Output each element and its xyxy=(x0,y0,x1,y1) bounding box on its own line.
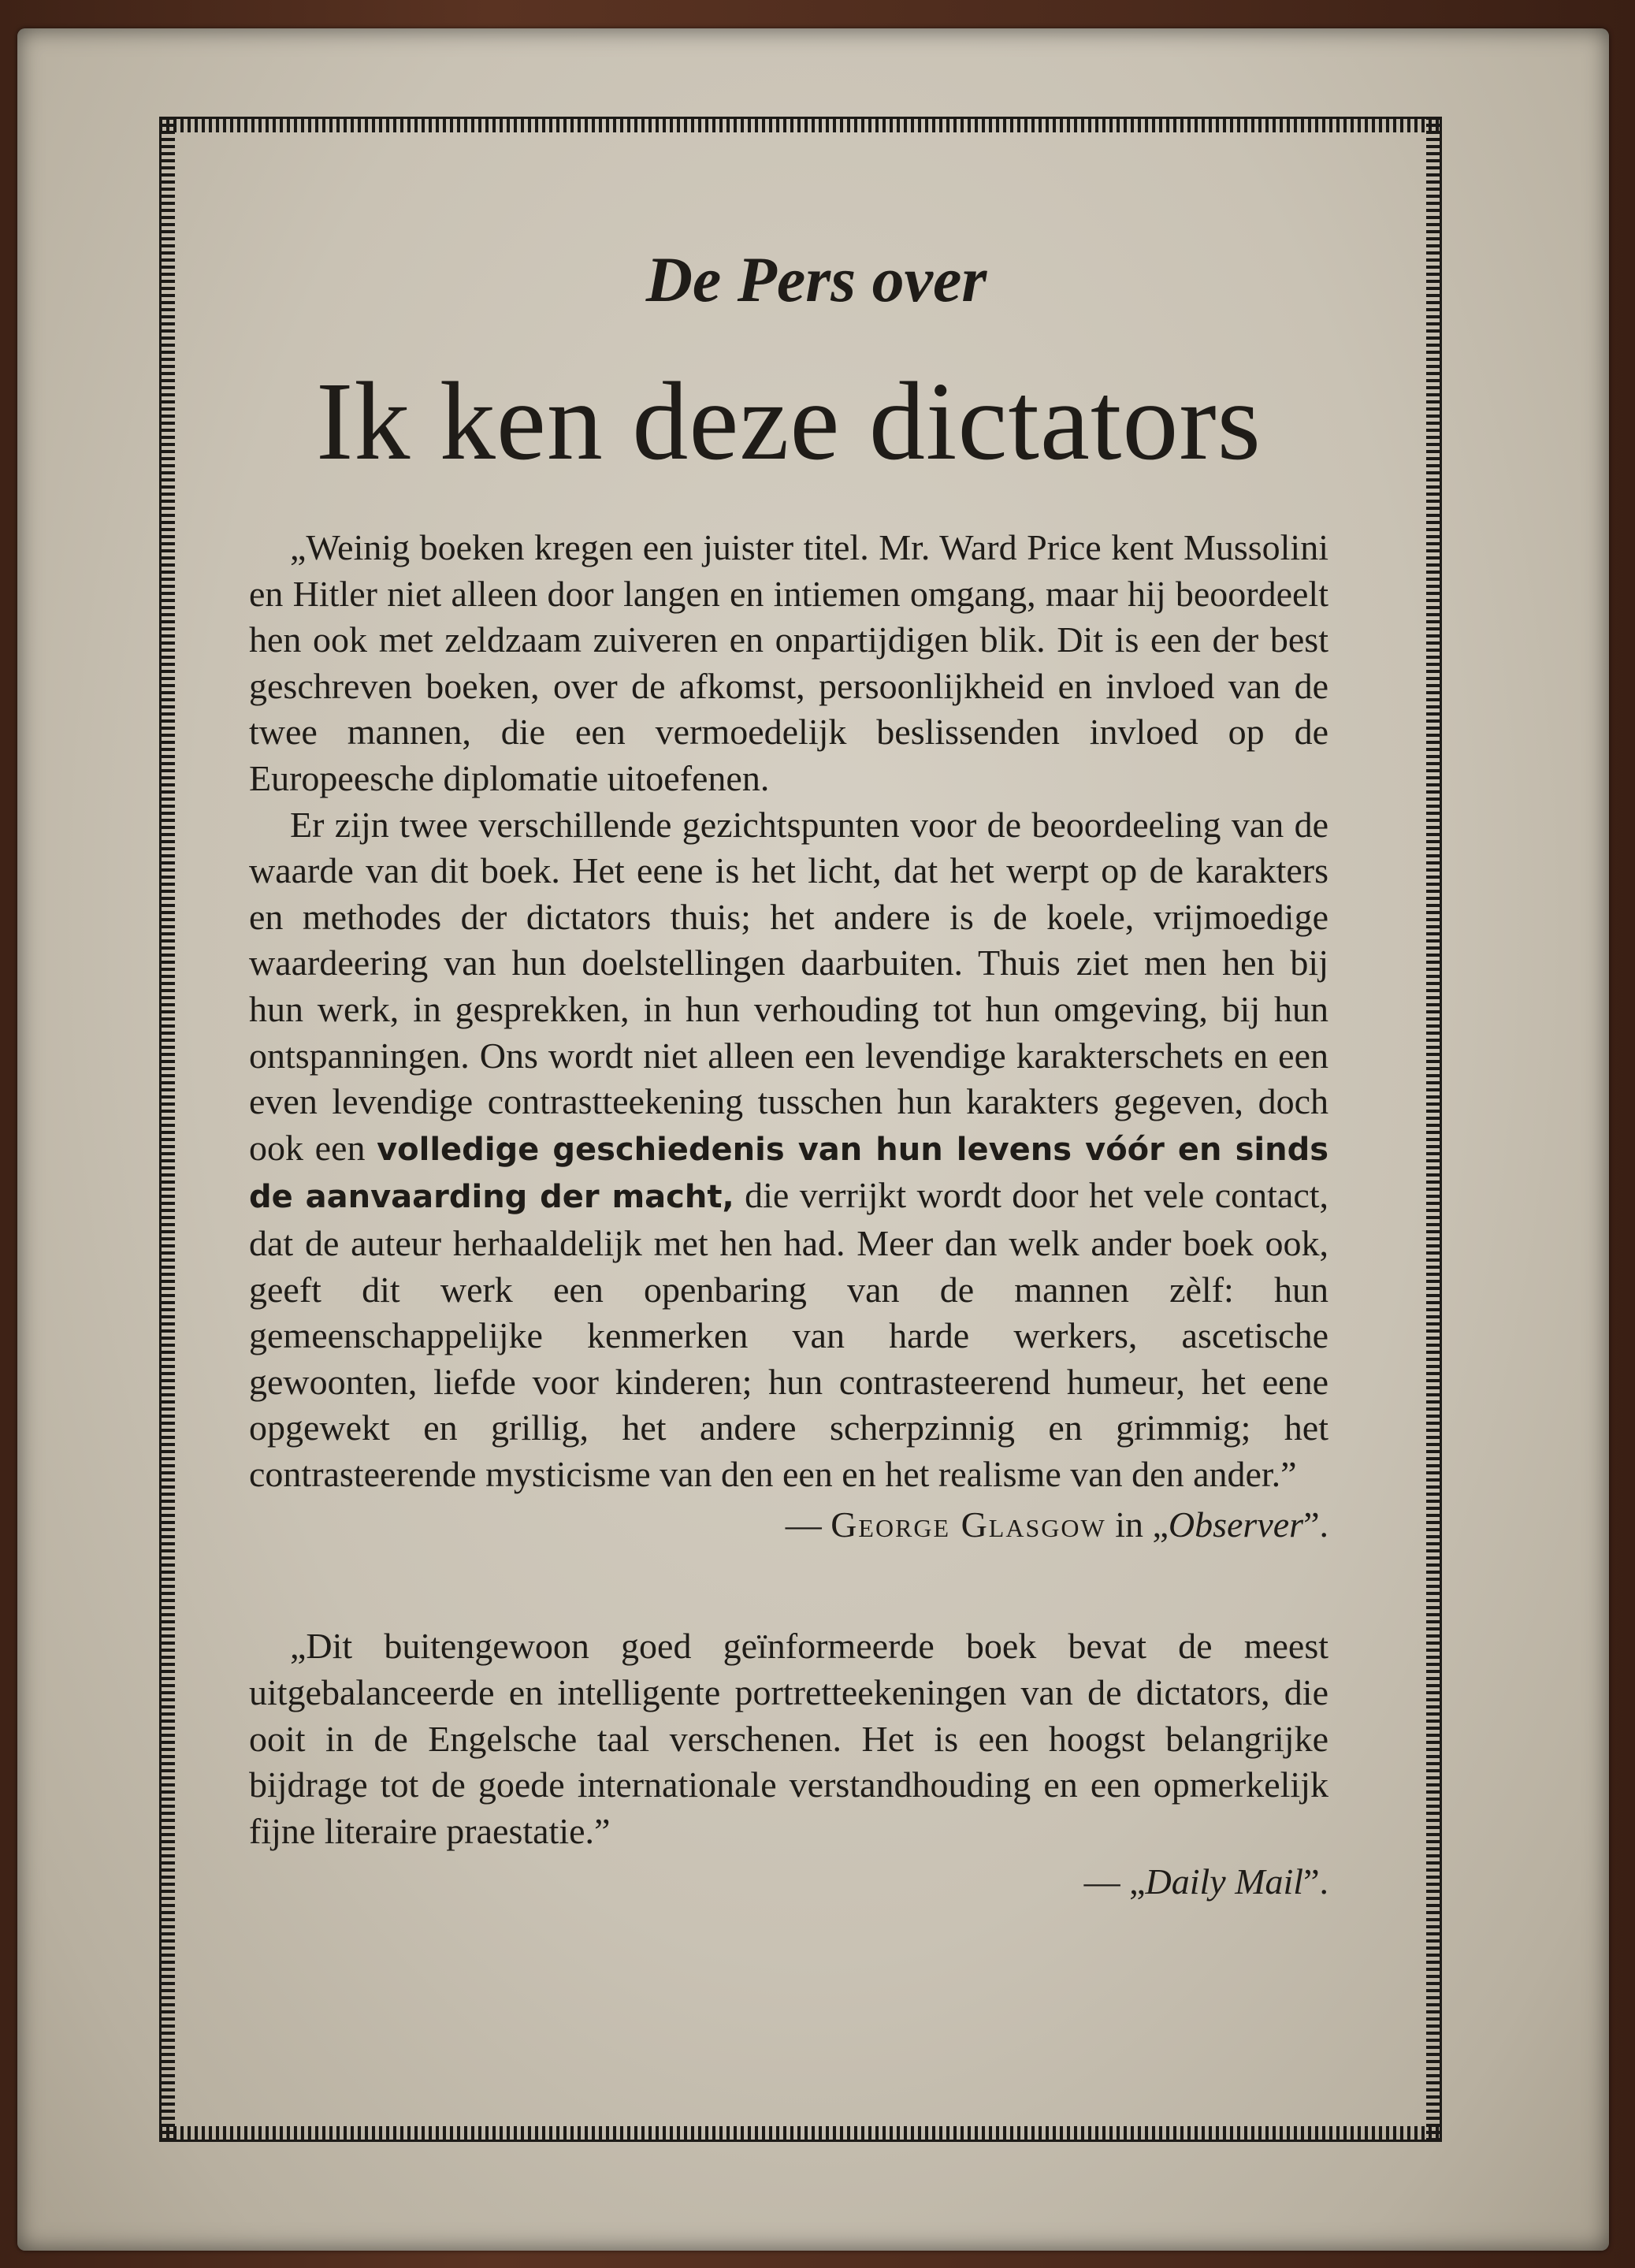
attribution-in: in „ xyxy=(1105,1504,1169,1545)
page-subtitle: De Pers over xyxy=(645,244,987,315)
review-observer-paragraph-1: „Weinig boeken kregen een juister titel. Mr. Ward Price kent Mussolini en Hitler niet alleen door langen en intiemen omgang, maar hij beoordeelt hen ook met zeldzaam zuiveren en onpartijdigen blik. Dit is een der best geschreven boeken, over de afkomst, persoonlijkheid en invloed van de twee mannen, die een vermoedelijk beslissenden invloed op de Europeesche diplomatie uitoefenen. xyxy=(249,527,1328,798)
attribution-source-2: Daily Mail xyxy=(1145,1861,1304,1902)
border-line-bottom xyxy=(159,2140,1442,2142)
press-reviews xyxy=(249,236,1328,1905)
attribution-author: George Glasgow xyxy=(831,1504,1106,1545)
page-title: Ik ken deze dictators xyxy=(316,359,1262,483)
attribution-end: ”. xyxy=(1303,1504,1328,1545)
review-observer xyxy=(249,525,1328,1497)
review-observer-text-a: Er zijn twee verschillende gezichtspunten voor de beoordeeling van de waarde van dit boek. Het eene is het licht, dat het werpt op de karakters en methodes der dictators thuis; het andere is de koele, vrijmoedige waardeering van hun doelstellingen daarbuiten. Thuis ziet men hen bij hun werk, in gesprekken, in hun verhouding tot hun omgeving, bij hun ontspanningen. Ons wordt niet alleen een levendige karakterschets en een even levendige contrastteekening tusschen hun karakters gegeven, doch ook een xyxy=(249,804,1328,1168)
attribution-dash: — xyxy=(785,1504,831,1545)
border-line-left xyxy=(159,117,162,2142)
review-daily-mail-paragraph: „Dit buitengewoon goed geïnformeerde boek bevat de meest uitgebalanceerde en intelligente portretteekeningen van de dictators, die ooit in de Engelsche taal verschenen. Het is een hoogst belangrijke bijdrage tot de goede internationale verstandhouding en een opmerkelijk fijne literaire praestatie.” xyxy=(249,1626,1328,1851)
attribution-end-2: ”. xyxy=(1303,1861,1328,1902)
review-observer-paragraph-2 xyxy=(249,802,1328,1498)
attribution-observer xyxy=(249,1502,1328,1548)
border-line-right xyxy=(1440,117,1442,2142)
border-left xyxy=(159,117,175,2142)
spacer xyxy=(249,1548,1328,1623)
border-top xyxy=(159,117,1442,132)
attribution-source: Observer xyxy=(1168,1504,1304,1545)
review-daily-mail xyxy=(249,1623,1328,1854)
attribution-dash-2: — „ xyxy=(1083,1861,1146,1902)
attribution-daily-mail xyxy=(249,1859,1328,1905)
review-observer-bold-text: volledige geschiedenis van hun levens vóór en sinds de aanvaarding der macht, xyxy=(249,1131,1329,1216)
border-line-top xyxy=(159,117,1442,119)
review-observer-text-b: die verrijkt wordt door het vele contact, dat de auteur herhaaldelijk met hen had. Meer dan welk ander boek ook, geeft dit werk een openbaring van de mannen zèlf: hun gemeenschappelijke kenmerken van harde werkers, ascetische gewoonten, liefde voor kinderen; hun contrasteerend humeur, het eene opgewekt en grillig, het andere scherpzinnig en grimmig; het contrasteerende mysticisme van den een en het realisme van den ander.” xyxy=(249,1175,1329,1494)
